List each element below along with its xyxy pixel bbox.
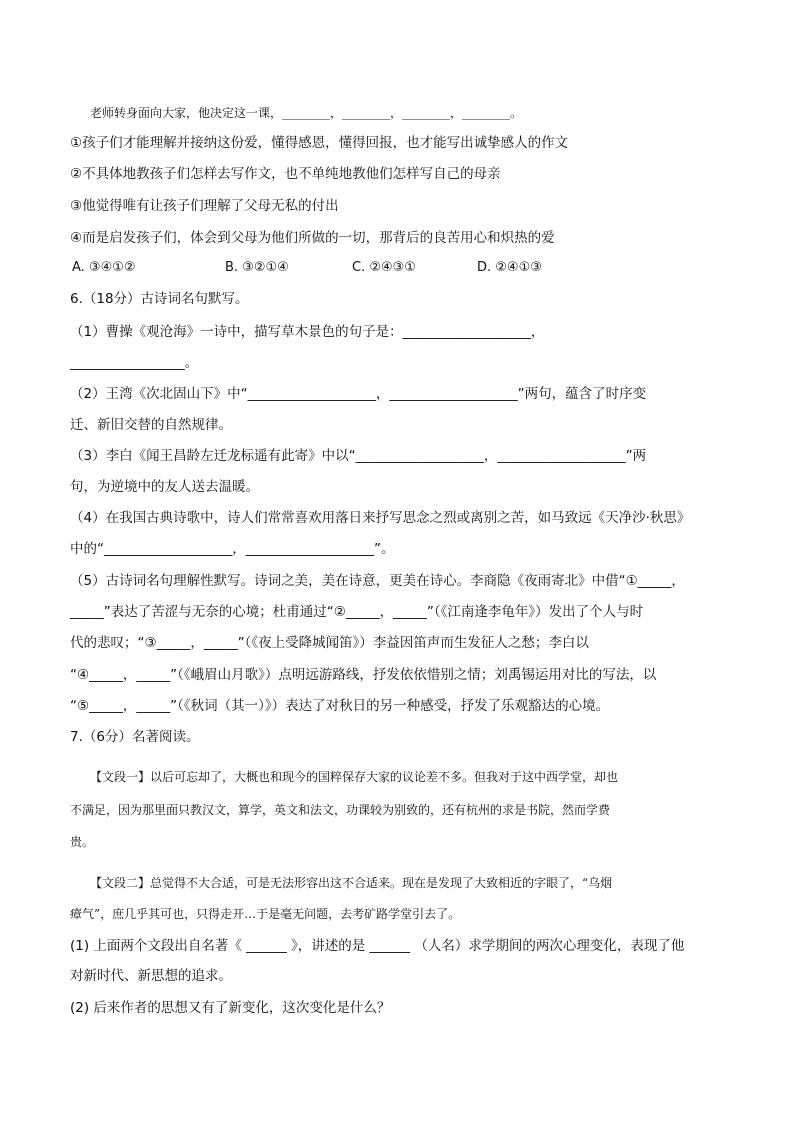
q6-part4-line2: 中的“___________________，___________________”。: [70, 541, 395, 557]
q7-sub1-line1: (1) 上面两个文段出自名著《 ______ 》，讲述的是 ______ （人名）求学期间的两次心理变化，表现了他: [70, 938, 685, 954]
q7-sub1-line2: 对新时代、新思想的追求。: [70, 968, 232, 984]
q5-option-c: C. ②④③①: [352, 260, 416, 275]
q5-sentence-1: ①孩子们才能理解并接纳这份爱，懂得感恩，懂得回报，也才能写出诚挚感人的作文: [70, 135, 569, 151]
q6-part4-line1: （4）在我国古典诗歌中，诗人们常常喜欢用落日来抒写思念之烈或离别之苦，如马致远《天净沙·秋思》: [70, 510, 691, 526]
q6-part1-line1: （1）曹操《观沧海》一诗中，描写草木景色的句子是：___________________，: [70, 324, 545, 340]
q6-part3-line2: 句，为逆境中的友人送去温暖。: [70, 479, 259, 495]
q6-part5-line4: “④_____，_____”（《峨眉山月歌》）点明远游路线，抒发依依惜别之情；刘禹锡运用对比的写法，以: [70, 667, 657, 683]
q7-title: 7.（6分）名著阅读。: [70, 729, 200, 745]
q5-option-a: A. ③④①②: [72, 260, 136, 275]
q6-title: 6.（18分）古诗词名句默写。: [70, 291, 249, 307]
q6-part2-line1: （2）王湾《次北固山下》中“___________________，___________________”两句，蕴含了时序变: [70, 386, 647, 402]
q5-sentence-2: ②不具体地教孩子们怎样去写作文，也不单纯地教他们怎样写自己的母亲: [70, 166, 501, 182]
q6-part3-line1: （3）李白《闻王昌龄左迁龙标遥有此寄》中以“___________________，___________________”两: [70, 448, 647, 464]
q6-part5-line3: 代的悲叹；“③_____，_____”（《夜上受降城闻笛》）李益因笛声而生发征人之愁；李白以: [70, 635, 589, 651]
q6-part5-line5: “⑤_____，_____”（《秋词（其一）》）表达了对秋日的另一种感受，抒发了乐观豁达的心境。: [70, 698, 610, 714]
q7-passage2-line1: 【文段二】总觉得不大合适，可是无法形容出这不合适来。现在是发现了大致相近的字眼了，“乌烟: [90, 876, 613, 890]
q6-part1-line2: _________________。: [70, 355, 199, 371]
q7-passage1-line1: 【文段一】以后可忘却了，大概也和现今的国粹保存大家的议论差不多。但我对于这中西学堂，却也: [90, 770, 619, 784]
q5-sentence-3: ③他觉得唯有让孩子们理解了父母无私的付出: [70, 198, 339, 214]
q7-passage1-line2: 不满足，因为那里面只教汉文，算学，英文和法文，功课较为别致的，还有杭州的求是书院，然而学费: [70, 803, 611, 817]
q7-passage2-line2: 瘴气”，庶几乎其可也，只得走开…于是毫无问题，去考矿路学堂引去了。: [70, 907, 461, 921]
q5-option-d: D. ②④①③: [477, 260, 542, 275]
q7-sub2: (2) 后来作者的思想又有了新变化，这次变化是什么？: [70, 1000, 391, 1016]
q6-part5-line1: （5）古诗词名句理解性默写。诗词之美，美在诗意，更美在诗心。李商隐《夜雨寄北》中借“①_____，: [70, 573, 685, 589]
q5-option-b: B. ③②①④: [225, 260, 289, 275]
q6-part2-line2: 迁、新旧交替的自然规律。: [70, 417, 232, 433]
q5-stem: 老师转身面向大家，他决定这一课，________，________，________，________。: [90, 106, 523, 120]
q6-part5-line2: _____”表达了苦涩与无奈的心境；杜甫通过“②_____，_____”（《江南逢李龟年》）发出了个人与时: [70, 604, 644, 620]
q5-sentence-4: ④而是启发孩子们，体会到父母为他们所做的一切，那背后的良苦用心和炽热的爱: [70, 230, 555, 246]
q7-passage1-line3: 贵。: [70, 835, 95, 849]
